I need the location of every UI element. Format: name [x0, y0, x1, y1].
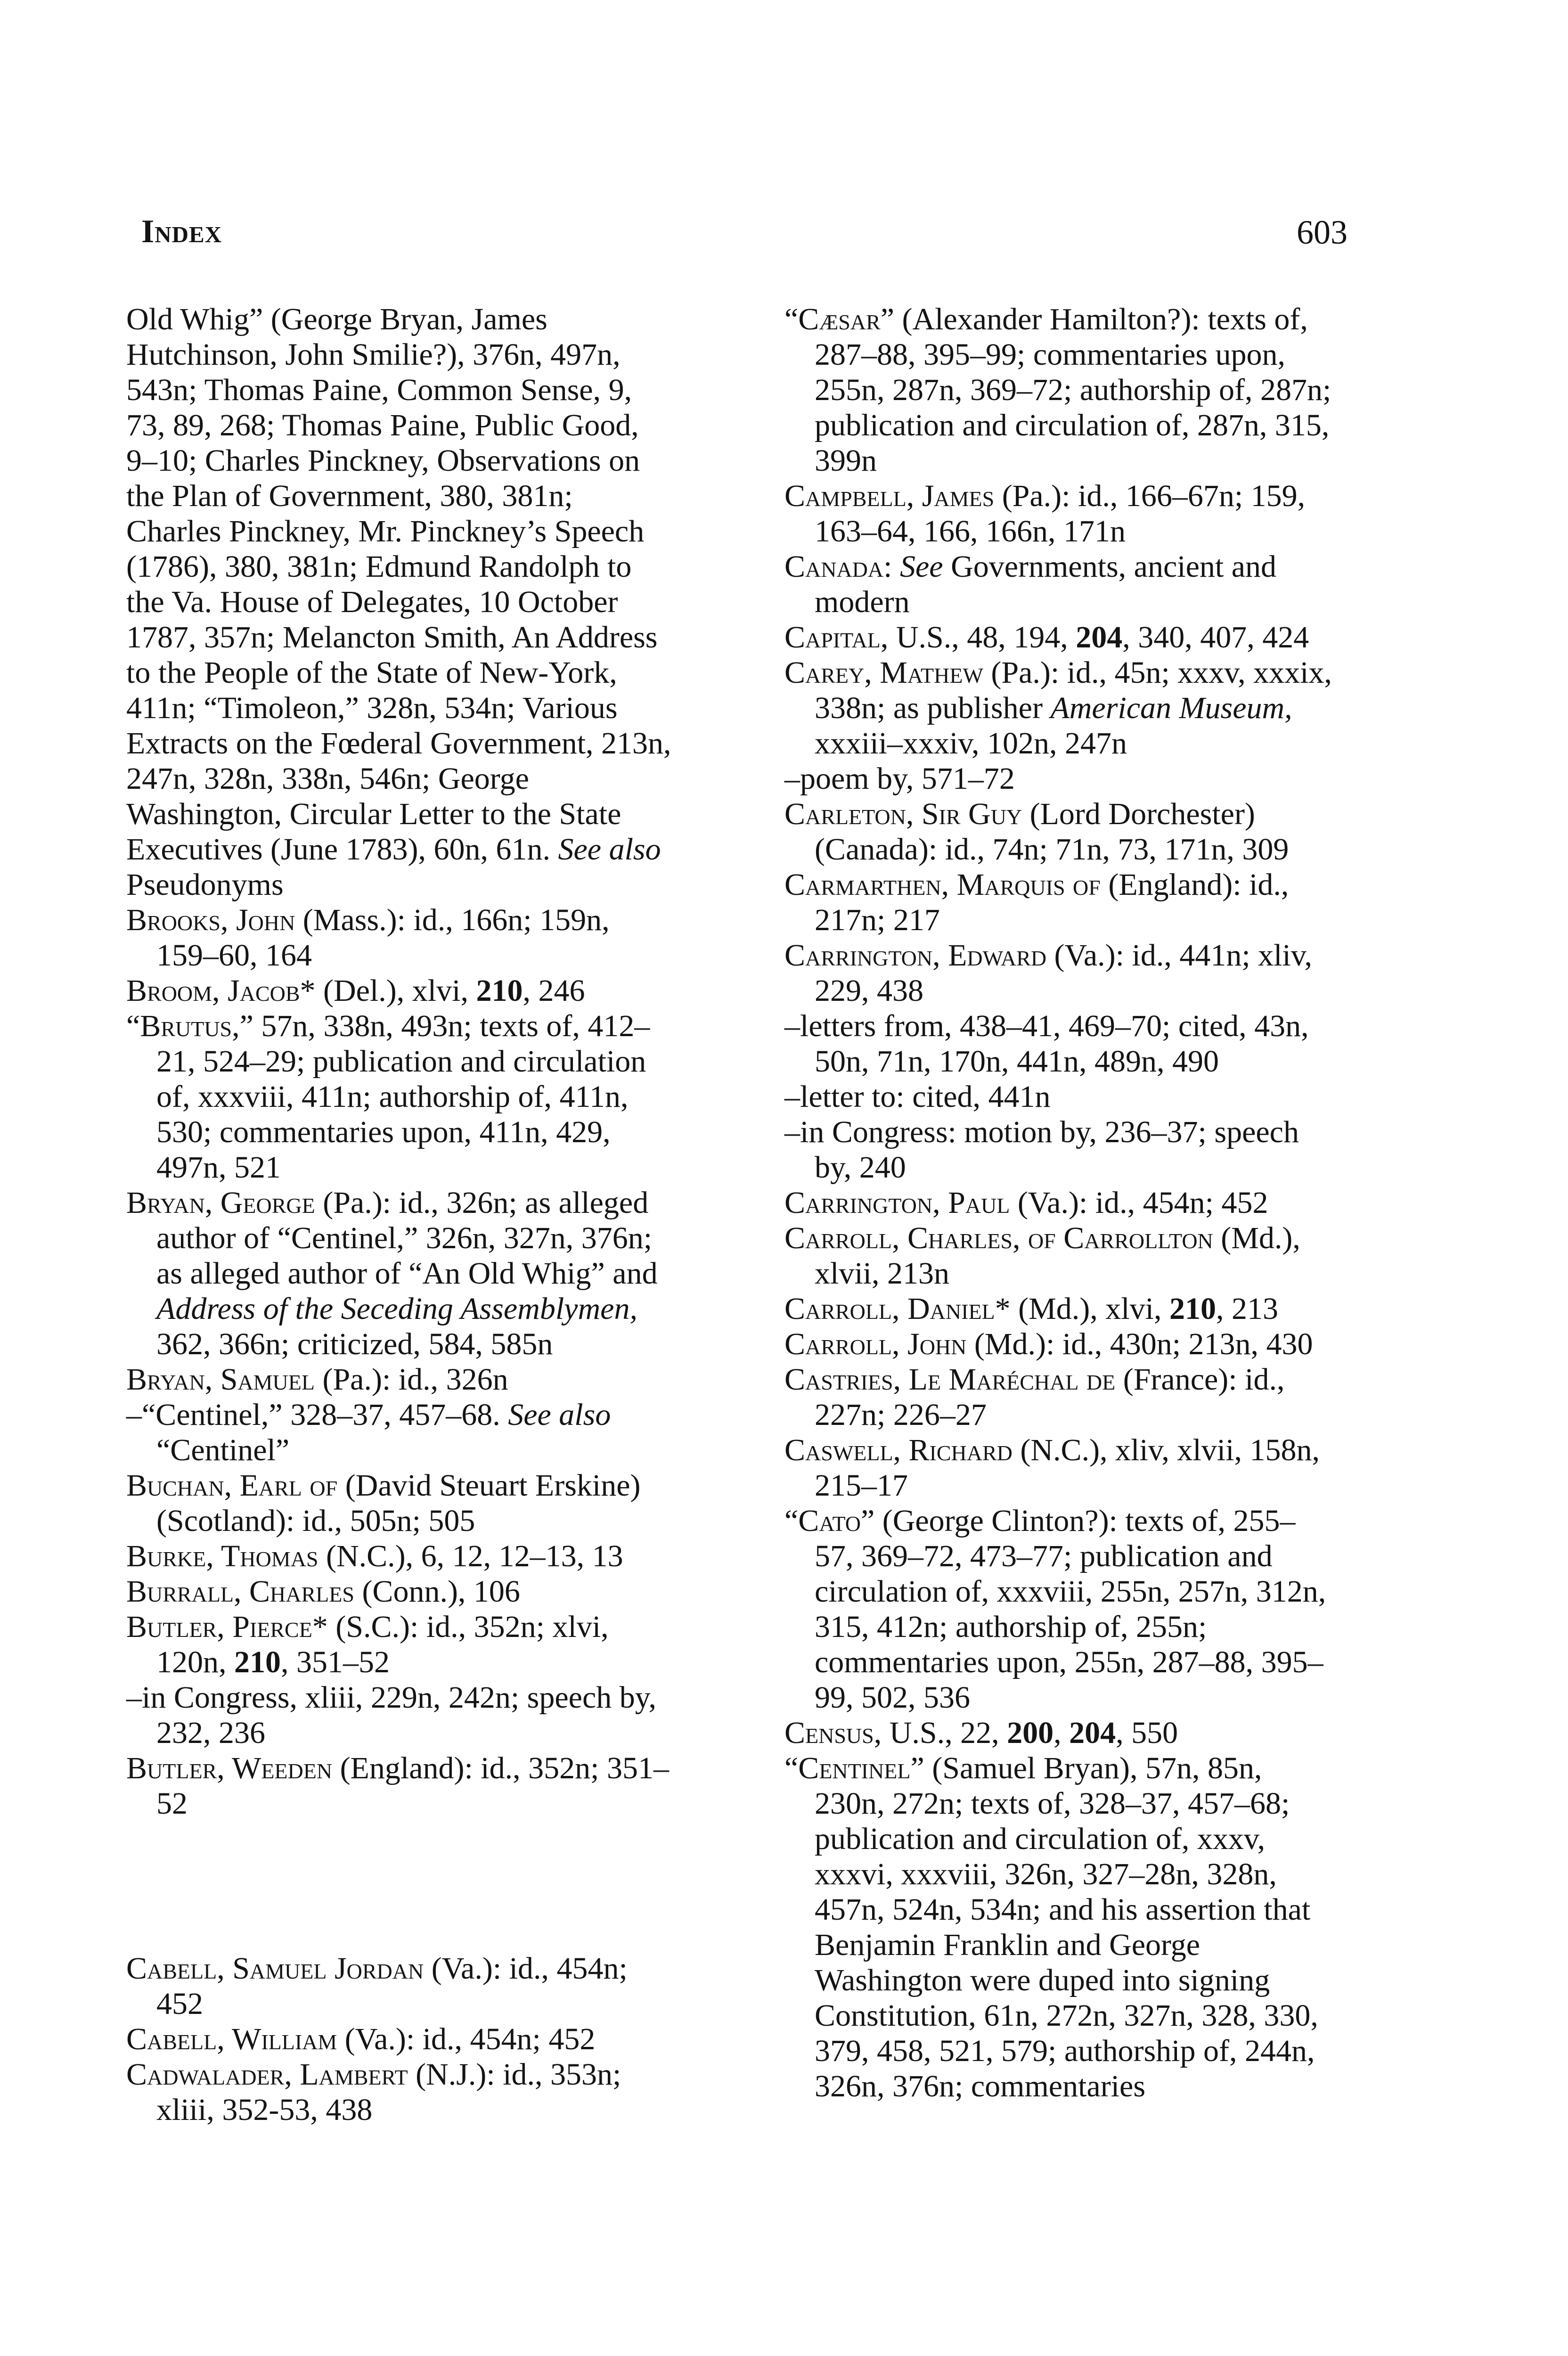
index-entry: [784, 1326, 1333, 1362]
index-entry: [784, 938, 1333, 1008]
entry-italic-text: See also: [558, 832, 661, 867]
index-entry: [784, 549, 1333, 620]
index-entry: [784, 302, 1333, 478]
entry-heading: Canada: [784, 549, 884, 584]
entry-text: (Va.): id., 454n; 452: [156, 1951, 628, 2021]
index-entry: [784, 1220, 1333, 1291]
entry-text: (Pa.): id., 326n: [314, 1362, 508, 1397]
entry-text: (Va.): id., 454n; 452: [1010, 1186, 1268, 1220]
entry-text: (Pa.): id., 166–67n; 159, 163–64, 166, 166n, 171n: [815, 479, 1306, 548]
entry-heading: Brooks, John: [126, 903, 295, 937]
entry-heading: Cato: [798, 1504, 861, 1538]
entry-text: –“Centinel,” 328–37, 457–68.: [126, 1398, 508, 1432]
entry-text: ” (Alexander Hamilton?): texts of, 287–88, 395–99; commentaries upon, 255n, 287n, 369–72; authorship of, 287n; publication and circulation of, 287n, 315, 399n: [815, 302, 1331, 478]
entry-text: , 48, 194,: [951, 620, 1076, 654]
entry-heading: Centinel: [798, 1751, 911, 1785]
entry-text: , 340, 407, 424: [1122, 620, 1309, 654]
index-entry: [126, 1951, 675, 2021]
index-entry: [784, 655, 1333, 761]
entry-text: –letters from, 438–41, 469–70; cited, 43n, 50n, 71n, 170n, 441n, 489n, 490: [784, 1009, 1309, 1079]
entry-heading: Carleton, Sir Guy: [784, 797, 1022, 831]
index-entry: [784, 1432, 1333, 1503]
entry-heading: Burrall, Charles: [126, 1574, 354, 1609]
entry-heading: Butler, Weeden: [126, 1751, 333, 1785]
entry-heading: Caswell, Richard: [784, 1433, 1013, 1467]
index-entry: [126, 1468, 675, 1538]
page-header: [141, 213, 1348, 265]
index-entry: [784, 1291, 1333, 1326]
entry-text: (Mass.): id., 166n; 159n, 159–60, 164: [156, 903, 610, 973]
entry-text: Governments, ancient and modern: [815, 549, 1276, 619]
entry-heading: Castries, Le Maréchal de: [784, 1362, 1116, 1397]
index-entry: [126, 1609, 675, 1680]
index-entry: [126, 1574, 675, 1609]
entry-text: (Del.), xlvi,: [315, 973, 476, 1008]
entry-heading: Carroll, Charles, of Carrollton: [784, 1221, 1213, 1255]
entry-heading: Cabell, Samuel Jordan: [126, 1951, 424, 1986]
index-entry: [126, 1680, 675, 1751]
index-entry: [784, 796, 1333, 867]
index-entry: [126, 973, 675, 1008]
entry-text: (Lord Dorchester) (Canada): id., 74n; 71n, 73, 171n, 309: [815, 797, 1289, 867]
entry-bold-ref: 210: [1169, 1292, 1216, 1326]
entry-text: (France): id., 227n; 226–27: [815, 1362, 1285, 1432]
entry-text: , 351–52: [281, 1645, 390, 1679]
index-entry: [126, 2021, 675, 2057]
entry-text: (Conn.), 106: [354, 1574, 520, 1609]
index-entry: [784, 1751, 1333, 2104]
entry-heading: Broom, Jacob*: [126, 973, 316, 1008]
entry-heading: Carrington, Edward: [784, 938, 1047, 973]
entry-heading: Bryan, Samuel: [126, 1362, 315, 1397]
entry-heading: Capital, U.S.: [784, 620, 952, 654]
index-entry: [784, 1008, 1333, 1079]
index-entry: [126, 902, 675, 973]
entry-heading: Carrington, Paul: [784, 1186, 1010, 1220]
entry-text: (Va.): id., 454n; 452: [337, 2022, 596, 2056]
index-entry: [784, 1185, 1333, 1220]
entry-text: “: [784, 1504, 799, 1538]
entry-text: (N.C.), xliv, xlvii, 158n, 215–17: [815, 1433, 1320, 1503]
index-entry: [784, 478, 1333, 549]
entry-bold-ref: 204: [1069, 1716, 1116, 1750]
index-entry: [126, 1397, 675, 1468]
entry-text: , 246: [523, 973, 585, 1008]
index-entry-continuation: [126, 302, 675, 902]
entry-heading: Cabell, William: [126, 2022, 337, 2056]
index-entry: [784, 867, 1333, 938]
entry-text: :: [883, 549, 900, 584]
entry-heading: Cadwalader, Lambert: [126, 2057, 408, 2092]
entry-text: (Md.): id., 430n; 213n, 430: [966, 1327, 1313, 1361]
entry-text: (Pa.): id., 326n; as alleged author of “Centinel,” 326n, 327n, 376n; as alleged author of “An Old Whig” and: [156, 1186, 658, 1291]
index-column-right: [784, 302, 1333, 2104]
entry-text: Old Whig” (George Bryan, James Hutchinson, John Smilie?), 376n, 497n, 543n; Thomas Paine, Common Sense, 9, 73, 89, 268; Thomas Paine, Public Good, 9–10; Charles Pinckney, Observations on the Plan of Government, 380, 381n; Charles Pinckney, Mr. Pinckney’s Speech (1786), 380, 381n; Edmund Randolph to the Va. House of Delegates, 10 October 1787, 357n; Melancton Smith, An Address to the People of the State of New-York, 411n; “Timoleon,” 328n, 534n; Various Extracts on the Fœderal Government, 213n, 247n, 328n, 338n, 546n; George Washington, Circular Letter to the State Executives (June 1783), 60n, 61n.: [126, 302, 671, 867]
entry-text: “Centinel”: [156, 1433, 290, 1467]
entry-text: Pseudonyms: [126, 867, 284, 902]
entry-heading: Carey, Mathew: [784, 655, 983, 690]
index-entry: [784, 1362, 1333, 1432]
entry-heading: Carroll, John: [784, 1327, 967, 1361]
entry-text: (Va.): id., 441n; xliv, 229, 438: [815, 938, 1313, 1008]
entry-italic-text: See: [899, 549, 943, 584]
entry-text: (N.C.), 6, 12, 12–13, 13: [318, 1539, 623, 1573]
index-entry: [784, 1079, 1333, 1114]
entry-text: ,” 57n, 338n, 493n; texts of, 412–21, 524–29; publication and circulation of, xxxviii, 411n; authorship of, 411n, 530; commentaries upon, 411n, 429, 497n, 521: [156, 1009, 650, 1185]
entry-text: xxxiii–xxxiv, 102n, 247n: [815, 726, 1127, 761]
entry-italic-text: American Museum,: [1050, 691, 1292, 725]
index-entry: [126, 1538, 675, 1574]
entry-heading: Campbell, James: [784, 479, 995, 513]
index-entry: [126, 2057, 675, 2127]
entry-bold-ref: 210: [234, 1645, 281, 1679]
entry-heading: Census, U.S.: [784, 1716, 945, 1750]
entry-text: , 550: [1116, 1716, 1178, 1750]
entry-heading: Carmarthen, Marquis of: [784, 867, 1101, 902]
entry-text: 362, 366n; criticized, 584, 585n: [156, 1327, 553, 1361]
entry-text: , 22,: [945, 1716, 1007, 1750]
entry-text: –letter to: cited, 441n: [784, 1080, 1051, 1114]
entry-text: “: [126, 1009, 140, 1043]
index-entry: [126, 1362, 675, 1397]
index-entry: [784, 1114, 1333, 1185]
entry-text: (Md.), xlvii, 213n: [815, 1221, 1300, 1291]
index-entry: [126, 1008, 675, 1185]
entry-text: (S.C.): id., 352n; xlvi, 120n,: [156, 1610, 609, 1679]
entry-text: (David Steuart Erskine) (Scotland): id., 505n; 505: [156, 1468, 641, 1538]
entry-text: ,: [1054, 1716, 1070, 1750]
index-entry: [784, 761, 1333, 796]
entry-heading: Butler, Pierce*: [126, 1610, 328, 1644]
page-number: 603: [1297, 213, 1348, 251]
index-entry: [784, 620, 1333, 655]
entry-text: (England): id., 217n; 217: [815, 867, 1289, 937]
entry-text: –in Congress: motion by, 236–37; speech by, 240: [784, 1115, 1299, 1185]
entry-text: –in Congress, xliii, 229n, 242n; speech by, 232, 236: [126, 1680, 656, 1750]
entry-text: –poem by, 571–72: [784, 761, 1015, 796]
running-head: Index: [141, 213, 222, 250]
entry-heading: Brutus: [140, 1009, 232, 1043]
entry-heading: Burke, Thomas: [126, 1539, 318, 1573]
index-column-left: [126, 302, 675, 2127]
entry-text: “: [784, 302, 799, 336]
index-entry: [126, 1185, 675, 1362]
entry-text: (England): id., 352n; 351–52: [156, 1751, 669, 1821]
entry-text: “: [784, 1751, 799, 1785]
index-entry: [784, 1503, 1333, 1715]
entry-text: , 213: [1216, 1292, 1278, 1326]
entry-text: (N.J.): id., 353n; xliii, 352-53, 438: [156, 2057, 621, 2127]
entry-bold-ref: 204: [1076, 620, 1123, 654]
entry-heading: Bryan, George: [126, 1186, 315, 1220]
entry-text: ” (George Clinton?): texts of, 255–57, 369–72, 473–77; publication and circulation of, xxxviii, 255n, 257n, 312n, 315, 412n; authorship of, 255n; commentaries upon, 255n, 287–88, 395–99, 502, 536: [815, 1504, 1326, 1715]
index-entry: [784, 1715, 1333, 1751]
entry-bold-ref: 200: [1007, 1716, 1054, 1750]
letter-section-gap: [126, 1821, 675, 1951]
entry-text: (Md.), xlvi,: [1010, 1292, 1169, 1326]
entry-italic-text: See also: [508, 1398, 611, 1432]
entry-heading: Buchan, Earl of: [126, 1468, 338, 1503]
entry-bold-ref: 210: [476, 973, 523, 1008]
entry-heading: Carroll, Daniel*: [784, 1292, 1011, 1326]
entry-text: ” (Samuel Bryan), 57n, 85n, 230n, 272n; texts of, 328–37, 457–68; publication and circulation of, xxxv, xxxvi, xxxviii, 326n, 327–28n, 328n, 457n, 524n, 534n; and his assertion that Benjamin Franklin and George Washington were duped into signing Constitution, 61n, 272n, 327n, 328, 330, 379, 458, 521, 579; authorship of, 244n, 326n, 376n; commentaries: [815, 1751, 1318, 2103]
entry-italic-text: Address of the Seceding Assemblymen,: [156, 1292, 637, 1326]
index-entry: [126, 1751, 675, 1821]
entry-heading: Cæsar: [798, 302, 881, 336]
entry-text: (Pa.): id., 45n; xxxv, xxxix, 338n; as publisher: [815, 655, 1332, 725]
